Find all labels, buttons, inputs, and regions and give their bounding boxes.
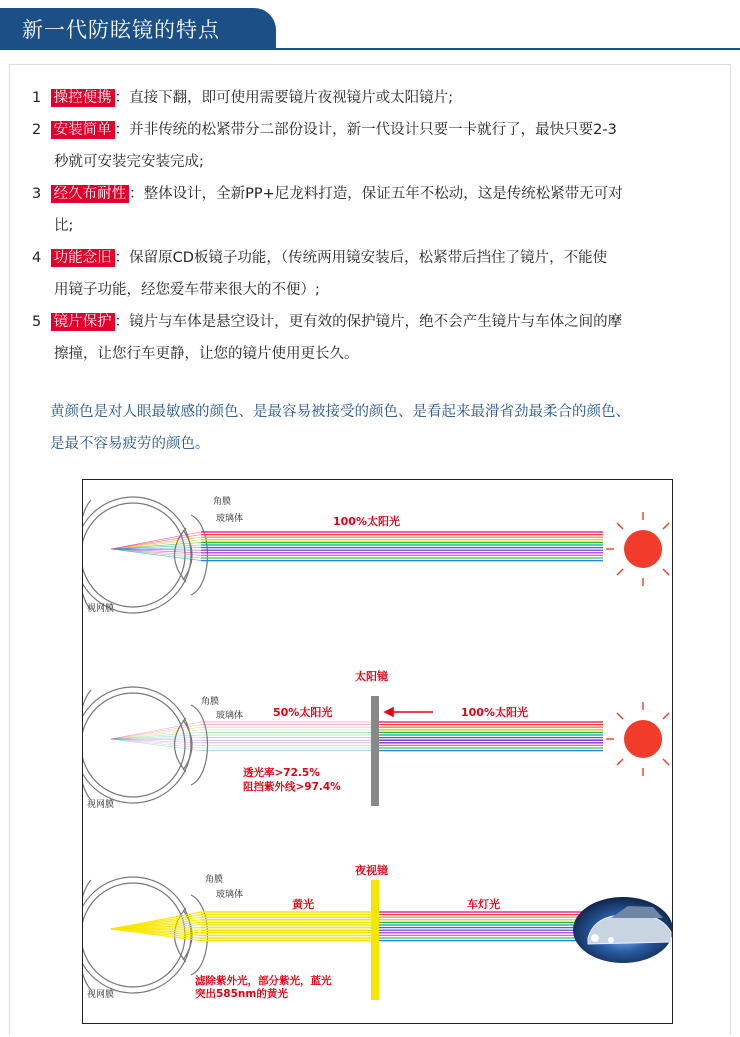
- feature-item-2: [32, 114, 722, 178]
- eyeball-icon: [83, 687, 208, 803]
- panel-sunglasses: [83, 669, 672, 810]
- light-diagram: [82, 479, 673, 1024]
- feature-text-continued: 用镜子功能，经您爱车带来很大的不便）;: [54, 282, 320, 298]
- sun-icon: [606, 702, 672, 776]
- light-ray: [111, 532, 201, 549]
- label-retina: 视网膜: [87, 990, 115, 1000]
- feature-item-1: [32, 82, 722, 114]
- label-sunlight-100: 100%太阳光: [333, 515, 400, 528]
- label-cornea: 角膜: [205, 875, 224, 885]
- feature-number: 5: [32, 314, 42, 330]
- label-uv-block: 阻挡紫外线>97.4%: [243, 781, 341, 793]
- car-icon: [573, 897, 672, 963]
- section-header: [0, 0, 740, 50]
- label-cornea: 角膜: [213, 497, 232, 507]
- feature-text: ：整体设计，全新PP+尼龙料打造，保证五年不松动，这是传统松紧带无可对: [129, 186, 623, 202]
- label-sunlight-50: 50%太阳光: [273, 706, 333, 719]
- feature-number: 2: [32, 122, 42, 138]
- feature-text: ：并非传统的松紧带分二部份设计，新一代设计只要一卡就行了，最快只要2-3: [114, 122, 617, 138]
- label-filter-1: 滤除紫外光，部分紫光，蓝光: [195, 975, 332, 987]
- feature-item-5: [32, 306, 722, 370]
- light-ray: [111, 739, 201, 748]
- light-ray: [111, 722, 201, 739]
- page-title: 新一代防眩镜的特点: [22, 18, 220, 42]
- label-night-glasses: 夜视镜: [355, 864, 388, 877]
- feature-number: 1: [32, 90, 42, 106]
- label-yellow-light: 黄光: [292, 898, 314, 911]
- label-vitreous: 玻璃体: [216, 514, 244, 524]
- feature-tag: 功能念旧: [51, 249, 115, 267]
- eyeball-icon: [83, 497, 208, 613]
- label-car-light: 车灯光: [467, 898, 500, 911]
- light-diagram-svg: [83, 480, 672, 1023]
- arrow-icon: [385, 708, 433, 716]
- label-cornea: 角膜: [201, 697, 220, 707]
- yellow-color-note: [50, 396, 730, 460]
- feature-number: 4: [32, 250, 42, 266]
- label-retina: 视网膜: [87, 800, 115, 810]
- header-underline: [0, 48, 740, 50]
- note-line-2: 是最不容易疲劳的颜色。: [50, 436, 210, 452]
- night-vision-lens: [371, 880, 379, 1000]
- panel-naked-eye: [83, 495, 672, 614]
- feature-text-continued: 秒就可安装完安装完成;: [54, 154, 204, 170]
- feature-list: [32, 82, 722, 370]
- label-sunglasses: 太阳镜: [355, 670, 388, 683]
- panel-night-vision: [83, 863, 672, 1000]
- note-line-1: 黄颜色是对人眼最敏感的颜色、是最容易被接受的颜色、是看起来最滑省劲最柔合的颜色、: [50, 404, 630, 420]
- label-filter-2: 突出585nm的黄光: [195, 988, 288, 1000]
- feature-tag: 经久布耐性: [51, 185, 130, 203]
- feature-text: ：镜片与车体是悬空设计，更有效的保护镜片，绝不会产生镜片与车体之间的摩: [114, 314, 623, 330]
- feature-text: ：保留原CD板镜子功能，（传统两用镜安装后，松紧带后挡住了镜片，不能使: [114, 250, 608, 266]
- label-retina: 视网膜: [87, 604, 115, 614]
- feature-text-continued: 擦撞，让您行车更静，让您的镜片使用更长久。: [54, 346, 359, 362]
- feature-item-4: [32, 242, 722, 306]
- label-transmittance: 透光率>72.5%: [243, 767, 320, 779]
- sun-icon: [606, 512, 672, 586]
- yellow-light-rays: [111, 912, 588, 941]
- feature-text: ：直接下翻，即可使用需要镜片夜视镜片或太阳镜片;: [114, 90, 453, 106]
- feature-tag: 镜片保护: [51, 313, 115, 331]
- label-sunlight-100: 100%太阳光: [461, 706, 528, 719]
- feature-number: 3: [32, 186, 42, 202]
- feature-tag: 操控便携: [51, 89, 115, 107]
- label-vitreous: 玻璃体: [216, 711, 244, 721]
- label-vitreous: 玻璃体: [216, 890, 244, 900]
- sunglasses-lens: [371, 696, 379, 806]
- feature-tag: 安装简单: [51, 121, 115, 139]
- feature-item-3: [32, 178, 722, 242]
- light-ray: [111, 549, 201, 558]
- feature-text-continued: 比;: [54, 218, 74, 234]
